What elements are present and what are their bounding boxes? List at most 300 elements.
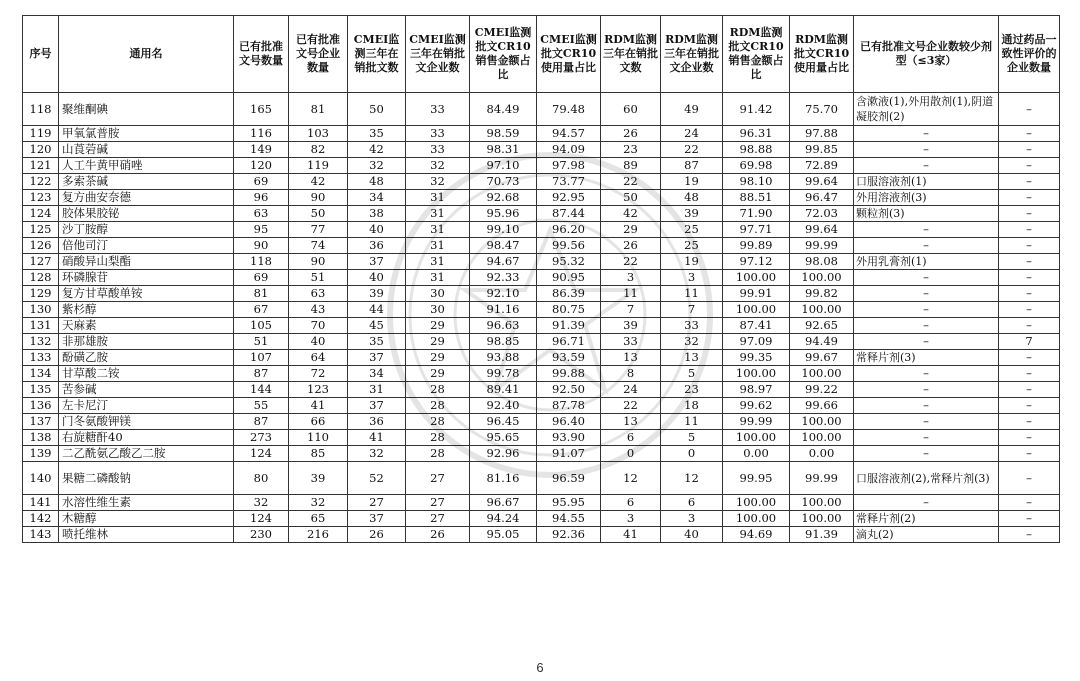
table-row xyxy=(23,286,1060,302)
cell-index: 120 xyxy=(23,142,59,158)
cell-cmei-companies: 29 xyxy=(406,350,470,366)
cell-rdm-cr10-sales: 100.00 xyxy=(723,270,790,286)
table-row xyxy=(23,93,1060,126)
col-header-consistency-companies: 通过药品一致性评价的企业数量 xyxy=(999,16,1060,93)
cell-rdm-cr10-sales: 98.97 xyxy=(723,382,790,398)
cell-cmei-cr10-sales: 94.67 xyxy=(470,254,537,270)
cell-consistency-companies: – xyxy=(999,270,1060,286)
cell-cmei-companies: 31 xyxy=(406,222,470,238)
cell-index: 128 xyxy=(23,270,59,286)
cell-cmei-companies: 31 xyxy=(406,238,470,254)
cell-rdm-cr10-usage: 99.85 xyxy=(790,142,854,158)
cell-index: 140 xyxy=(23,462,59,495)
cell-cmei-companies: 29 xyxy=(406,334,470,350)
cell-cmei-cr10-usage: 97.98 xyxy=(537,158,601,174)
cell-rdm-companies: 40 xyxy=(661,527,723,543)
cell-rare-dosage-forms: – xyxy=(854,495,999,511)
cell-approval-companies: 90 xyxy=(289,254,348,270)
cell-rdm-cr10-usage: 99.99 xyxy=(790,238,854,254)
cell-rdm-cr10-usage: 100.00 xyxy=(790,511,854,527)
cell-rdm-cr10-sales: 97.09 xyxy=(723,334,790,350)
cell-cmei-approvals: 37 xyxy=(348,511,406,527)
cell-cmei-cr10-usage: 96.40 xyxy=(537,414,601,430)
cell-rdm-cr10-sales: 99.62 xyxy=(723,398,790,414)
cell-cmei-companies: 31 xyxy=(406,254,470,270)
cell-consistency-companies: – xyxy=(999,142,1060,158)
cell-cmei-companies: 33 xyxy=(406,142,470,158)
cell-index: 126 xyxy=(23,238,59,254)
cell-rare-dosage-forms: – xyxy=(854,382,999,398)
cell-consistency-companies: – xyxy=(999,318,1060,334)
col-header-index: 序号 xyxy=(23,16,59,93)
cell-cmei-approvals: 50 xyxy=(348,93,406,126)
cell-consistency-companies: – xyxy=(999,430,1060,446)
cell-rdm-approvals: 12 xyxy=(601,462,661,495)
cell-rdm-companies: 0 xyxy=(661,446,723,462)
cell-cmei-approvals: 37 xyxy=(348,254,406,270)
col-header-rdm-cr10-sales: RDM监测批文CR10销售金额占比 xyxy=(723,16,790,93)
cell-generic-name: 酚磺乙胺 xyxy=(59,350,234,366)
cell-rdm-approvals: 22 xyxy=(601,398,661,414)
cell-rdm-cr10-usage: 99.82 xyxy=(790,286,854,302)
cell-rare-dosage-forms: – xyxy=(854,430,999,446)
cell-index: 133 xyxy=(23,350,59,366)
table-row xyxy=(23,270,1060,286)
cell-cmei-companies: 32 xyxy=(406,174,470,190)
cell-cmei-cr10-usage: 92.36 xyxy=(537,527,601,543)
cell-rare-dosage-forms: – xyxy=(854,302,999,318)
cell-consistency-companies: – xyxy=(999,527,1060,543)
cell-rdm-approvals: 41 xyxy=(601,527,661,543)
cell-cmei-cr10-usage: 79.48 xyxy=(537,93,601,126)
cell-cmei-companies: 29 xyxy=(406,366,470,382)
cell-generic-name: 二乙酰氨乙酸乙二胺 xyxy=(59,446,234,462)
cell-cmei-cr10-usage: 96.59 xyxy=(537,462,601,495)
table-row xyxy=(23,366,1060,382)
cell-consistency-companies: – xyxy=(999,254,1060,270)
cell-rdm-cr10-usage: 96.47 xyxy=(790,190,854,206)
cell-generic-name: 木糖醇 xyxy=(59,511,234,527)
cell-approval-count: 69 xyxy=(234,174,289,190)
cell-cmei-cr10-sales: 95.05 xyxy=(470,527,537,543)
cell-index: 130 xyxy=(23,302,59,318)
cell-approval-count: 116 xyxy=(234,126,289,142)
cell-cmei-companies: 28 xyxy=(406,430,470,446)
cell-rare-dosage-forms: 颗粒剂(3) xyxy=(854,206,999,222)
cell-approval-companies: 74 xyxy=(289,238,348,254)
col-header-rare-dosage-forms: 已有批准文号企业数较少剂型（≤3家） xyxy=(854,16,999,93)
cell-index: 132 xyxy=(23,334,59,350)
cell-cmei-cr10-usage: 94.55 xyxy=(537,511,601,527)
cell-rdm-cr10-usage: 100.00 xyxy=(790,366,854,382)
table-row xyxy=(23,527,1060,543)
cell-cmei-approvals: 35 xyxy=(348,334,406,350)
cell-approval-companies: 65 xyxy=(289,511,348,527)
cell-rdm-cr10-usage: 99.22 xyxy=(790,382,854,398)
cell-rare-dosage-forms: – xyxy=(854,238,999,254)
col-header-approval-count: 已有批准文号数量 xyxy=(234,16,289,93)
col-header-rdm-cr10-usage: RDM监测批文CR10使用量占比 xyxy=(790,16,854,93)
cell-approval-companies: 82 xyxy=(289,142,348,158)
cell-rdm-cr10-sales: 69.98 xyxy=(723,158,790,174)
cell-cmei-cr10-sales: 95.65 xyxy=(470,430,537,446)
cell-index: 141 xyxy=(23,495,59,511)
cell-rdm-approvals: 33 xyxy=(601,334,661,350)
table-header-row xyxy=(23,16,1060,93)
cell-rdm-approvals: 50 xyxy=(601,190,661,206)
cell-cmei-companies: 28 xyxy=(406,414,470,430)
cell-rdm-approvals: 3 xyxy=(601,270,661,286)
cell-consistency-companies: – xyxy=(999,222,1060,238)
cell-generic-name: 倍他司汀 xyxy=(59,238,234,254)
cell-cmei-approvals: 37 xyxy=(348,350,406,366)
cell-approval-count: 90 xyxy=(234,238,289,254)
cell-rdm-cr10-usage: 91.39 xyxy=(790,527,854,543)
cell-rdm-cr10-usage: 72.89 xyxy=(790,158,854,174)
cell-consistency-companies: – xyxy=(999,238,1060,254)
cell-approval-count: 67 xyxy=(234,302,289,318)
cell-approval-count: 69 xyxy=(234,270,289,286)
cell-rare-dosage-forms: – xyxy=(854,158,999,174)
table-row xyxy=(23,206,1060,222)
table-row xyxy=(23,382,1060,398)
cell-consistency-companies: – xyxy=(999,286,1060,302)
cell-index: 139 xyxy=(23,446,59,462)
cell-approval-count: 51 xyxy=(234,334,289,350)
cell-approval-count: 273 xyxy=(234,430,289,446)
cell-cmei-cr10-sales: 91.16 xyxy=(470,302,537,318)
cell-cmei-companies: 31 xyxy=(406,270,470,286)
table-row xyxy=(23,238,1060,254)
table-row xyxy=(23,495,1060,511)
cell-rdm-cr10-sales: 99.35 xyxy=(723,350,790,366)
cell-cmei-cr10-sales: 96.63 xyxy=(470,318,537,334)
cell-rdm-companies: 3 xyxy=(661,270,723,286)
cell-rare-dosage-forms: 常释片剂(2) xyxy=(854,511,999,527)
cell-approval-count: 124 xyxy=(234,446,289,462)
cell-generic-name: 左卡尼汀 xyxy=(59,398,234,414)
cell-rdm-cr10-usage: 94.49 xyxy=(790,334,854,350)
cell-rdm-approvals: 60 xyxy=(601,93,661,126)
cell-rdm-approvals: 22 xyxy=(601,254,661,270)
cell-approval-companies: 66 xyxy=(289,414,348,430)
cell-rare-dosage-forms: – xyxy=(854,222,999,238)
cell-rare-dosage-forms: 口服溶液剂(1) xyxy=(854,174,999,190)
cell-rdm-cr10-usage: 99.67 xyxy=(790,350,854,366)
cell-approval-companies: 32 xyxy=(289,495,348,511)
cell-rare-dosage-forms: – xyxy=(854,366,999,382)
cell-index: 129 xyxy=(23,286,59,302)
cell-cmei-cr10-sales: 96.67 xyxy=(470,495,537,511)
cell-cmei-cr10-usage: 87.44 xyxy=(537,206,601,222)
cell-cmei-cr10-sales: 93.88 xyxy=(470,350,537,366)
cell-cmei-cr10-usage: 92.50 xyxy=(537,382,601,398)
cell-cmei-cr10-usage: 99.56 xyxy=(537,238,601,254)
cell-cmei-cr10-sales: 97.10 xyxy=(470,158,537,174)
cell-rdm-cr10-usage: 98.08 xyxy=(790,254,854,270)
cell-cmei-cr10-sales: 92.96 xyxy=(470,446,537,462)
cell-cmei-companies: 28 xyxy=(406,446,470,462)
cell-cmei-cr10-sales: 92.68 xyxy=(470,190,537,206)
cell-consistency-companies: – xyxy=(999,462,1060,495)
cell-consistency-companies: – xyxy=(999,414,1060,430)
cell-rare-dosage-forms: – xyxy=(854,142,999,158)
cell-rdm-cr10-usage: 100.00 xyxy=(790,302,854,318)
cell-rdm-companies: 49 xyxy=(661,93,723,126)
cell-cmei-companies: 29 xyxy=(406,318,470,334)
cell-rdm-cr10-usage: 100.00 xyxy=(790,495,854,511)
cell-rdm-approvals: 42 xyxy=(601,206,661,222)
cell-rdm-cr10-sales: 98.10 xyxy=(723,174,790,190)
cell-rare-dosage-forms: 外用乳膏剂(1) xyxy=(854,254,999,270)
cell-cmei-cr10-usage: 80.75 xyxy=(537,302,601,318)
cell-cmei-cr10-usage: 96.20 xyxy=(537,222,601,238)
cell-consistency-companies: – xyxy=(999,174,1060,190)
cell-generic-name: 硝酸异山梨酯 xyxy=(59,254,234,270)
cell-cmei-cr10-usage: 86.39 xyxy=(537,286,601,302)
cell-cmei-approvals: 39 xyxy=(348,286,406,302)
cell-approval-companies: 50 xyxy=(289,206,348,222)
cell-rdm-companies: 3 xyxy=(661,511,723,527)
cell-approval-count: 80 xyxy=(234,462,289,495)
table-row xyxy=(23,446,1060,462)
cell-consistency-companies: – xyxy=(999,158,1060,174)
cell-approval-companies: 70 xyxy=(289,318,348,334)
cell-cmei-companies: 28 xyxy=(406,398,470,414)
cell-rdm-cr10-sales: 88.51 xyxy=(723,190,790,206)
cell-generic-name: 聚维酮碘 xyxy=(59,93,234,126)
cell-rdm-cr10-usage: 99.64 xyxy=(790,174,854,190)
cell-rdm-cr10-sales: 91.42 xyxy=(723,93,790,126)
table-row xyxy=(23,126,1060,142)
drug-statistics-table xyxy=(22,15,1060,543)
cell-rdm-cr10-sales: 0.00 xyxy=(723,446,790,462)
cell-rdm-approvals: 29 xyxy=(601,222,661,238)
col-header-cmei-cr10-sales: CMEI监测批文CR10销售金额占比 xyxy=(470,16,537,93)
cell-cmei-cr10-usage: 94.57 xyxy=(537,126,601,142)
cell-rdm-cr10-sales: 100.00 xyxy=(723,302,790,318)
table-body xyxy=(23,93,1060,543)
cell-rdm-cr10-sales: 100.00 xyxy=(723,430,790,446)
cell-rdm-cr10-usage: 0.00 xyxy=(790,446,854,462)
cell-index: 118 xyxy=(23,93,59,126)
cell-cmei-approvals: 38 xyxy=(348,206,406,222)
cell-approval-count: 144 xyxy=(234,382,289,398)
cell-generic-name: 胶体果胶铋 xyxy=(59,206,234,222)
cell-cmei-approvals: 41 xyxy=(348,430,406,446)
cell-generic-name: 水溶性维生素 xyxy=(59,495,234,511)
cell-cmei-cr10-usage: 99.88 xyxy=(537,366,601,382)
cell-index: 125 xyxy=(23,222,59,238)
cell-cmei-cr10-usage: 93.59 xyxy=(537,350,601,366)
cell-approval-count: 95 xyxy=(234,222,289,238)
cell-cmei-companies: 27 xyxy=(406,495,470,511)
cell-approval-count: 124 xyxy=(234,511,289,527)
cell-rdm-cr10-sales: 99.91 xyxy=(723,286,790,302)
cell-cmei-companies: 26 xyxy=(406,527,470,543)
cell-cmei-companies: 32 xyxy=(406,158,470,174)
cell-cmei-cr10-sales: 98.85 xyxy=(470,334,537,350)
cell-cmei-cr10-sales: 98.59 xyxy=(470,126,537,142)
cell-consistency-companies: – xyxy=(999,495,1060,511)
cell-cmei-companies: 31 xyxy=(406,190,470,206)
cell-rare-dosage-forms: – xyxy=(854,126,999,142)
table-row xyxy=(23,158,1060,174)
cell-generic-name: 苦参碱 xyxy=(59,382,234,398)
cell-rare-dosage-forms: 外用溶液剂(3) xyxy=(854,190,999,206)
cell-rdm-cr10-usage: 99.66 xyxy=(790,398,854,414)
col-header-cmei-companies: CMEI监测三年在销批文企业数 xyxy=(406,16,470,93)
cell-approval-companies: 43 xyxy=(289,302,348,318)
cell-approval-count: 149 xyxy=(234,142,289,158)
cell-cmei-companies: 27 xyxy=(406,511,470,527)
cell-generic-name: 右旋糖酐40 xyxy=(59,430,234,446)
cell-cmei-approvals: 37 xyxy=(348,398,406,414)
col-header-cmei-approvals: CMEI监测三年在销批文数 xyxy=(348,16,406,93)
cell-approval-count: 63 xyxy=(234,206,289,222)
cell-rdm-cr10-sales: 98.88 xyxy=(723,142,790,158)
cell-cmei-cr10-sales: 81.16 xyxy=(470,462,537,495)
cell-approval-count: 107 xyxy=(234,350,289,366)
cell-rdm-cr10-sales: 99.95 xyxy=(723,462,790,495)
cell-approval-count: 96 xyxy=(234,190,289,206)
cell-cmei-companies: 30 xyxy=(406,302,470,318)
cell-cmei-approvals: 32 xyxy=(348,158,406,174)
cell-rdm-approvals: 13 xyxy=(601,350,661,366)
cell-cmei-companies: 27 xyxy=(406,462,470,495)
cell-index: 142 xyxy=(23,511,59,527)
cell-rdm-companies: 32 xyxy=(661,334,723,350)
cell-cmei-companies: 33 xyxy=(406,93,470,126)
cell-rdm-cr10-usage: 99.99 xyxy=(790,462,854,495)
cell-rare-dosage-forms: – xyxy=(854,318,999,334)
cell-cmei-cr10-sales: 92.33 xyxy=(470,270,537,286)
cell-consistency-companies: – xyxy=(999,398,1060,414)
cell-rare-dosage-forms: – xyxy=(854,446,999,462)
cell-rdm-approvals: 89 xyxy=(601,158,661,174)
cell-rare-dosage-forms: 口服溶液剂(2),常释片剂(3) xyxy=(854,462,999,495)
cell-approval-companies: 216 xyxy=(289,527,348,543)
table-row xyxy=(23,511,1060,527)
cell-rdm-companies: 19 xyxy=(661,254,723,270)
cell-rdm-companies: 33 xyxy=(661,318,723,334)
cell-generic-name: 复方曲安奈德 xyxy=(59,190,234,206)
cell-cmei-cr10-usage: 73.77 xyxy=(537,174,601,190)
cell-consistency-companies: – xyxy=(999,511,1060,527)
cell-rdm-cr10-sales: 94.69 xyxy=(723,527,790,543)
cell-cmei-cr10-usage: 91.07 xyxy=(537,446,601,462)
table-row xyxy=(23,302,1060,318)
cell-cmei-cr10-sales: 98.47 xyxy=(470,238,537,254)
cell-rdm-companies: 12 xyxy=(661,462,723,495)
cell-index: 134 xyxy=(23,366,59,382)
cell-rdm-companies: 22 xyxy=(661,142,723,158)
cell-consistency-companies: – xyxy=(999,206,1060,222)
cell-cmei-approvals: 44 xyxy=(348,302,406,318)
cell-rdm-companies: 39 xyxy=(661,206,723,222)
cell-cmei-cr10-sales: 94.24 xyxy=(470,511,537,527)
cell-cmei-cr10-usage: 93.90 xyxy=(537,430,601,446)
cell-approval-companies: 110 xyxy=(289,430,348,446)
cell-cmei-approvals: 26 xyxy=(348,527,406,543)
table-row xyxy=(23,222,1060,238)
cell-cmei-cr10-sales: 99.78 xyxy=(470,366,537,382)
cell-rare-dosage-forms: 含漱液(1),外用散剂(1),阴道凝胶剂(2) xyxy=(854,93,999,126)
cell-cmei-cr10-usage: 92.95 xyxy=(537,190,601,206)
cell-rdm-approvals: 23 xyxy=(601,142,661,158)
cell-generic-name: 甲氧氯普胺 xyxy=(59,126,234,142)
cell-rare-dosage-forms: – xyxy=(854,334,999,350)
cell-rdm-cr10-sales: 87.41 xyxy=(723,318,790,334)
cell-rdm-cr10-sales: 71.90 xyxy=(723,206,790,222)
cell-rdm-cr10-usage: 75.70 xyxy=(790,93,854,126)
cell-approval-count: 118 xyxy=(234,254,289,270)
cell-approval-count: 55 xyxy=(234,398,289,414)
cell-cmei-cr10-usage: 91.39 xyxy=(537,318,601,334)
cell-cmei-cr10-sales: 70.73 xyxy=(470,174,537,190)
cell-cmei-approvals: 36 xyxy=(348,414,406,430)
cell-rare-dosage-forms: – xyxy=(854,398,999,414)
cell-index: 143 xyxy=(23,527,59,543)
cell-generic-name: 果糖二磷酸钠 xyxy=(59,462,234,495)
cell-cmei-cr10-usage: 95.95 xyxy=(537,495,601,511)
col-header-rdm-companies: RDM监测三年在销批文企业数 xyxy=(661,16,723,93)
cell-cmei-companies: 30 xyxy=(406,286,470,302)
cell-rdm-companies: 7 xyxy=(661,302,723,318)
cell-cmei-approvals: 52 xyxy=(348,462,406,495)
cell-consistency-companies: – xyxy=(999,366,1060,382)
col-header-generic-name: 通用名 xyxy=(59,16,234,93)
cell-generic-name: 人工牛黄甲硝唑 xyxy=(59,158,234,174)
cell-approval-companies: 40 xyxy=(289,334,348,350)
table-row xyxy=(23,430,1060,446)
cell-rdm-cr10-usage: 72.03 xyxy=(790,206,854,222)
cell-rdm-approvals: 6 xyxy=(601,430,661,446)
cell-cmei-cr10-sales: 89.41 xyxy=(470,382,537,398)
table-row xyxy=(23,398,1060,414)
cell-cmei-approvals: 48 xyxy=(348,174,406,190)
cell-rdm-cr10-sales: 99.89 xyxy=(723,238,790,254)
cell-approval-count: 81 xyxy=(234,286,289,302)
cell-consistency-companies: – xyxy=(999,190,1060,206)
cell-approval-count: 120 xyxy=(234,158,289,174)
cell-rdm-cr10-sales: 97.12 xyxy=(723,254,790,270)
cell-rare-dosage-forms: 滴丸(2) xyxy=(854,527,999,543)
cell-rdm-approvals: 6 xyxy=(601,495,661,511)
cell-rdm-approvals: 26 xyxy=(601,126,661,142)
cell-cmei-cr10-usage: 96.71 xyxy=(537,334,601,350)
cell-approval-count: 87 xyxy=(234,366,289,382)
cell-rdm-cr10-usage: 100.00 xyxy=(790,270,854,286)
cell-rdm-cr10-usage: 92.65 xyxy=(790,318,854,334)
table-row xyxy=(23,350,1060,366)
cell-rdm-companies: 18 xyxy=(661,398,723,414)
cell-rdm-companies: 25 xyxy=(661,238,723,254)
table-row xyxy=(23,142,1060,158)
cell-rdm-approvals: 22 xyxy=(601,174,661,190)
cell-cmei-companies: 33 xyxy=(406,126,470,142)
cell-rare-dosage-forms: – xyxy=(854,286,999,302)
col-header-rdm-approvals: RDM监测三年在销批文数 xyxy=(601,16,661,93)
cell-rdm-approvals: 39 xyxy=(601,318,661,334)
cell-approval-companies: 90 xyxy=(289,190,348,206)
cell-generic-name: 环磷腺苷 xyxy=(59,270,234,286)
cell-rdm-cr10-sales: 96.31 xyxy=(723,126,790,142)
cell-rdm-cr10-sales: 100.00 xyxy=(723,366,790,382)
cell-cmei-approvals: 36 xyxy=(348,238,406,254)
cell-index: 135 xyxy=(23,382,59,398)
cell-index: 123 xyxy=(23,190,59,206)
